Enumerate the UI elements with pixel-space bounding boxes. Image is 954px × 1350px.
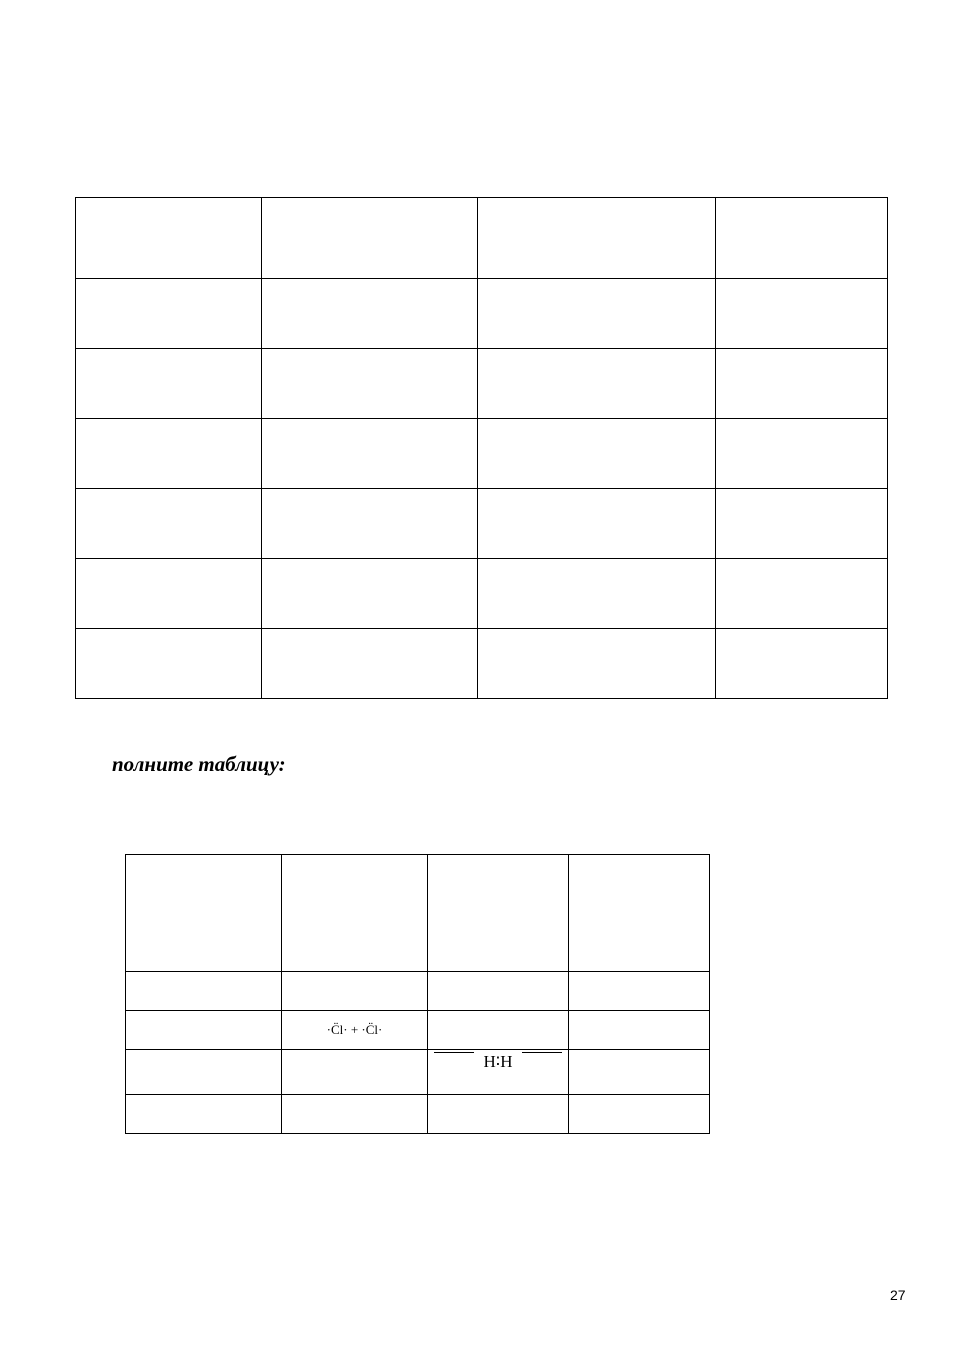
table-cell [262,198,478,279]
table-row [126,972,710,1011]
table-row [126,1095,710,1134]
table-cell [282,972,428,1011]
table-cell [76,489,262,559]
table-cell [569,1050,710,1095]
table-row [76,559,888,629]
table-cell [569,855,710,972]
table-cell [126,1050,282,1095]
table-cell [76,629,262,699]
table-cell [262,629,478,699]
table-cell [569,1095,710,1134]
table-row [76,198,888,279]
table-cell [76,279,262,349]
table-cell [716,559,888,629]
table-cell [716,198,888,279]
table-row [76,489,888,559]
table-cell [478,279,716,349]
table-cell [716,419,888,489]
table-cell [282,1011,428,1050]
table-cell [716,489,888,559]
table-cell [76,198,262,279]
table-cell [478,349,716,419]
table-cell [428,855,569,972]
table-row [126,855,710,972]
table-row [76,629,888,699]
table-row [76,419,888,489]
table-cell [716,279,888,349]
table-cell [478,198,716,279]
table-cell [76,419,262,489]
table-cell [716,629,888,699]
table-cell [428,1050,569,1095]
table-cell [126,1095,282,1134]
table-cell [262,279,478,349]
table-cell [126,1011,282,1050]
chlorine-formula: ·C̈l· + ·C̈l· [326,1022,383,1037]
instruction-text: полните таблицу: [112,752,286,776]
table-cell [76,559,262,629]
page-number: 27 [890,1287,906,1303]
table-cell [478,629,716,699]
table-cell [282,1050,428,1095]
table-row [76,279,888,349]
table-cell [282,855,428,972]
table-cell [262,489,478,559]
table-row [126,1050,710,1095]
table-cell [569,1011,710,1050]
table-cell [262,559,478,629]
table-cell [428,972,569,1011]
table-upper [75,197,888,699]
table-cell [428,1095,569,1134]
table-cell [478,489,716,559]
table-cell [716,349,888,419]
hydrogen-formula: H∶H [470,1052,527,1072]
table-cell [569,972,710,1011]
table-cell [262,419,478,489]
table-row [76,349,888,419]
table-cell [126,972,282,1011]
table-cell [428,1011,569,1050]
table-cell [126,855,282,972]
table-cell [478,559,716,629]
table-lower [125,854,710,1134]
table-row [126,1011,710,1050]
table-cell [76,349,262,419]
table-cell [478,419,716,489]
table-cell [262,349,478,419]
table-cell [282,1095,428,1134]
